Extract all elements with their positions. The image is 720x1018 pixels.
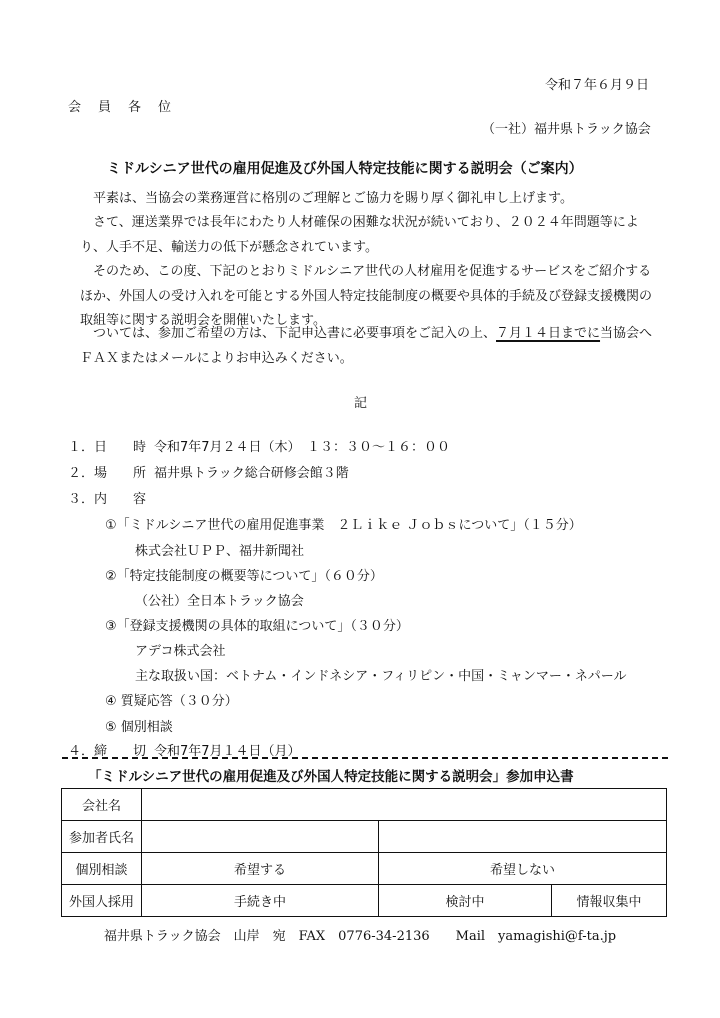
paragraph-greeting: 平素は、当協会の業務運営に格別のご理解とご協力を賜り厚く御礼申し上げます。	[93, 191, 573, 206]
content-item-5: ⑤ 個別相談	[105, 720, 173, 735]
page-title: ミドルシニア世代の雇用促進及び外国人特定技能に関する説明会（ご案内）	[107, 161, 583, 177]
content-item-2: ②「特定技能制度の概要等について」（６０分）	[105, 569, 383, 584]
consultation-option-no[interactable]: 希望しない	[379, 853, 667, 885]
form-row-consultation	[62, 853, 667, 885]
participant-name-field-2[interactable]	[379, 821, 667, 853]
foreign-hiring-option-gathering-info[interactable]: 情報収集中	[552, 885, 667, 917]
detail-date-label: １．日 時	[68, 440, 147, 455]
ki-heading: 記	[354, 396, 368, 411]
content-item-3-presenter: アデコ株式会社	[135, 644, 226, 659]
detail-deadline-label: ４．締 切	[68, 744, 147, 759]
detail-place	[68, 462, 349, 481]
detail-place-label: ２．場 所	[68, 466, 147, 481]
detail-date-value: 令和7年7月２４日（木） １３：３０～１６：００	[154, 440, 451, 455]
participant-name-field-1[interactable]	[142, 821, 379, 853]
contact-footer: 福井県トラック協会 山岸 宛 FAX 0776-34-2136 Mail yamagishi@f-ta.jp	[103, 929, 617, 944]
content-item-2-presenter: （公社）全日本トラック協会	[135, 594, 304, 609]
paragraph-application: ついては、参加ご希望の方は、下記申込書に必要事項をご記入の上、７月１４日までに当協会へＦＡＸまたはメールによりお申込みください。	[80, 326, 653, 366]
content-item-4: ④ 質疑応答（３０分）	[105, 694, 238, 709]
form-row-participant	[62, 821, 667, 853]
cut-line-divider	[62, 757, 668, 759]
company-name-field[interactable]	[142, 789, 667, 821]
content-item-3: ③「登録支援機関の具体的取組について」（３０分）	[105, 619, 409, 634]
paragraph-purpose: そのため、この度、下記のとおりミドルシニア世代の人材雇用を促進するサービスをご紹介するほか、外国人の受け入れを可能とする外国人特定技能制度の概要や具体的手続及び登録支援機関の取組等に関する説明会を開催いたします。	[80, 264, 653, 328]
consultation-option-yes[interactable]: 希望する	[142, 853, 379, 885]
document-date: 令和７年６月９日	[545, 78, 650, 93]
participant-label: 参加者氏名	[62, 821, 142, 853]
foreign-hiring-option-considering[interactable]: 検討中	[379, 885, 552, 917]
sender: （一社）福井県トラック協会	[482, 122, 651, 137]
detail-deadline-value: 令和7年7月１４日（月）	[154, 744, 301, 759]
deadline-emphasis: ７月１４日までに	[496, 326, 601, 341]
application-form	[61, 788, 667, 917]
content-item-1-presenter: 株式会社ＵＰＰ、福井新聞社	[135, 544, 305, 559]
foreign-hiring-option-in-progress[interactable]: 手続き中	[142, 885, 379, 917]
content-item-3-countries: 主な取扱い国：ベトナム・インドネシア・フィリピン・中国・ミャンマー・ネパール	[135, 669, 627, 684]
foreign-hiring-label: 外国人採用	[62, 885, 142, 917]
form-title: 「ミドルシニア世代の雇用促進及び外国人特定技能に関する説明会」参加申込書	[88, 769, 574, 785]
company-label: 会社名	[62, 789, 142, 821]
recipient: 会 員 各 位	[68, 100, 174, 115]
form-row-company	[62, 789, 667, 821]
detail-date	[68, 436, 450, 455]
content-item-1: ①「ミドルシニア世代の雇用促進事業 ２Ｌｉｋｅ Ｊｏｂｓについて」（１５分）	[105, 518, 582, 533]
detail-content-label: ３．内 容	[68, 492, 147, 507]
consultation-label: 個別相談	[62, 853, 142, 885]
paragraph-background: さて、運送業界では長年にわたり人材確保の困難な状況が続いており、２０２４年問題等により、人手不足、輸送力の低下が懸念されています。	[80, 215, 639, 255]
detail-place-value: 福井県トラック総合研修会館３階	[154, 466, 349, 481]
form-row-foreign-hiring	[62, 885, 667, 917]
